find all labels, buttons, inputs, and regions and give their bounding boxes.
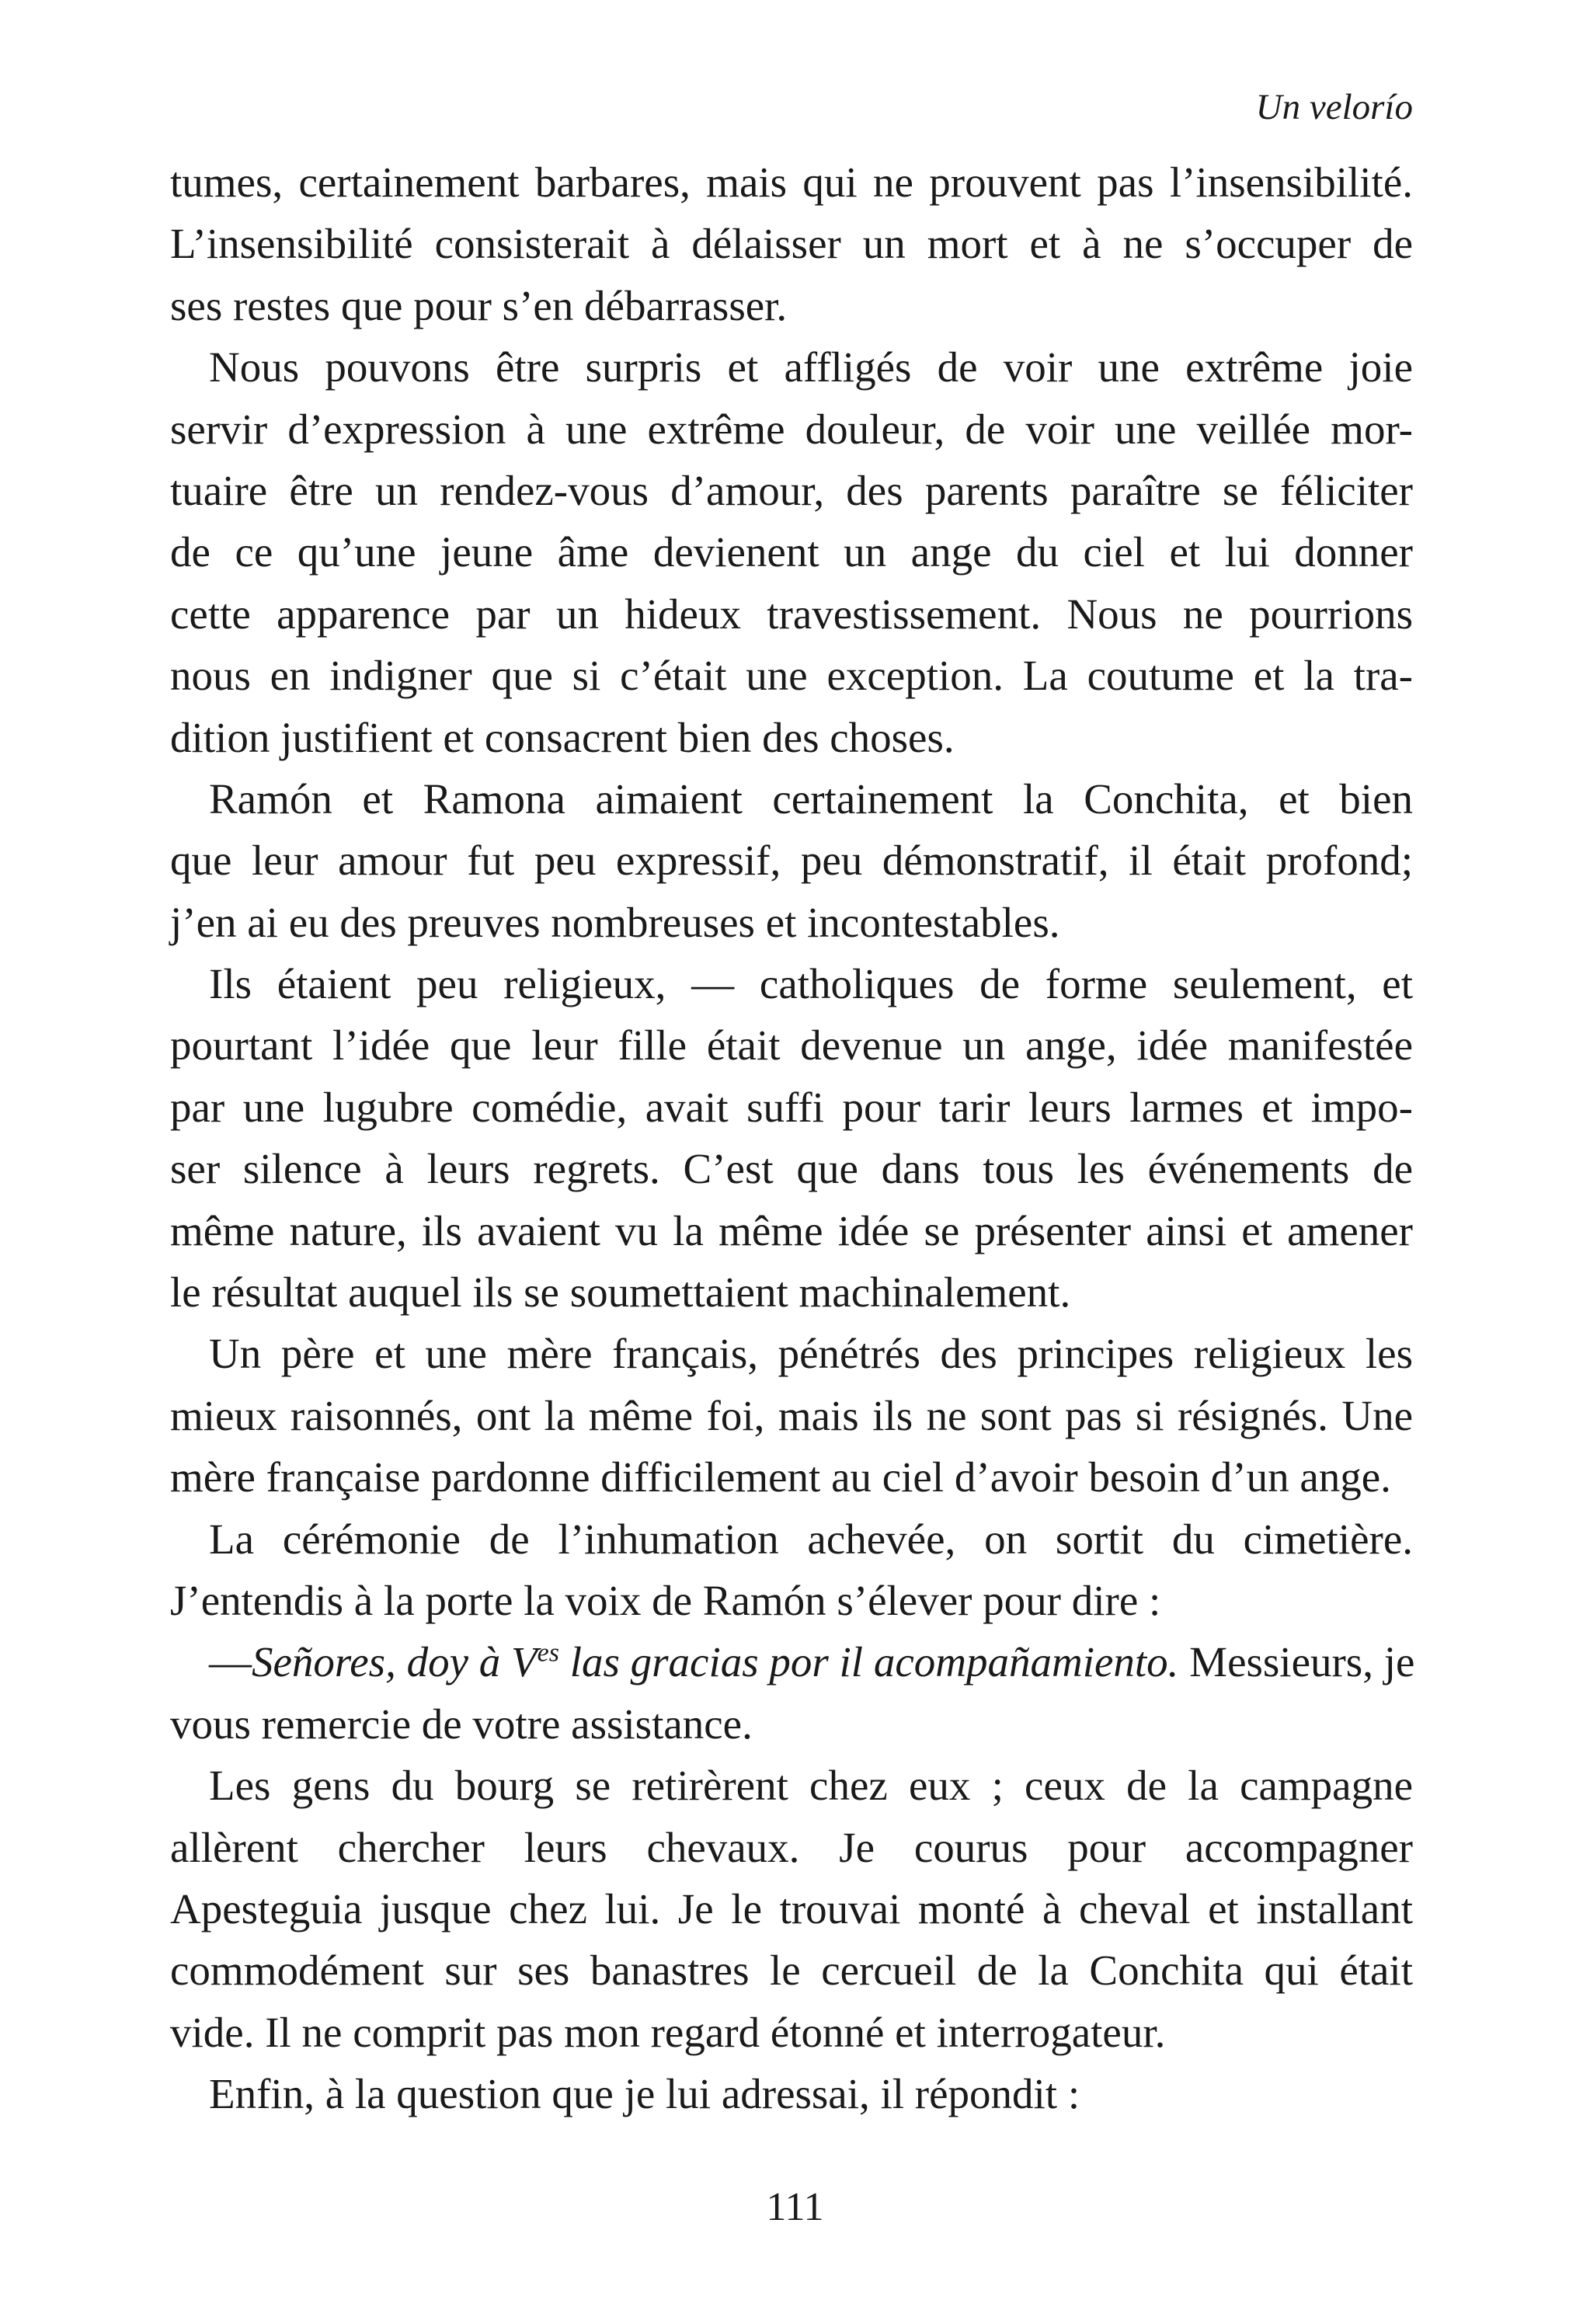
text-line: La cérémonie de l’inhumation achevée, on sortit du cimetière. (209, 1515, 1413, 1563)
spanish-quote-end: las gracias por il acompañamiento. (558, 1638, 1179, 1686)
page-number: 111 (766, 2185, 824, 2229)
text-line: mère française pardonne difficilement au ciel d’avoir besoin d’un ange. (170, 1453, 1391, 1501)
text-line: j’en ai eu des preuves nombreuses et incontestables. (170, 898, 1060, 946)
quote-dash: — (209, 1638, 252, 1686)
text-line: vide. Il ne comprit pas mon regard étonné et interrogateur. (170, 2008, 1166, 2056)
text-line: commodément sur ses banastres le cercueil de la Conchita qui était (170, 1947, 1413, 1995)
text-line: allèrent chercher leurs chevaux. Je courus pour accompagner (170, 1823, 1413, 1871)
text-line: cette apparence par un hideux travestissement. Nous ne pourrions (170, 590, 1413, 638)
text-line: Nous pouvons être surpris et affligés de voir une extrême joie (209, 343, 1413, 391)
quote-translation: Messieurs, je (1178, 1638, 1415, 1686)
text-line: servir d’expression à une extrême douleur, de voir une veillée mor- (170, 405, 1413, 453)
text-line: Un père et une mère français, pénétrés des principes religieux les (209, 1330, 1413, 1378)
running-title: Un velorío (1255, 87, 1413, 127)
text-line: tumes, certainement barbares, mais qui ne prouvent pas l’insensibilité. (170, 158, 1413, 206)
quote-line (170, 1631, 1413, 1693)
spanish-quote-superscript: es (537, 1639, 559, 1668)
text-line: ses restes que pour s’en débarrasser. (170, 281, 788, 329)
text-line: Enfin, à la question que je lui adressai, il répondit : (209, 2070, 1080, 2118)
text-line: de ce qu’une jeune âme devienent un ange du ciel et lui donner (170, 528, 1413, 576)
text-line: Ils étaient peu religieux, — catholiques de forme seulement, et (209, 960, 1413, 1008)
text-line: même nature, ils avaient vu la même idée se présenter ainsi et amener (170, 1206, 1413, 1254)
text-line: L’insensibilité consisterait à délaisser un mort et à ne s’occuper de (170, 220, 1413, 268)
text-line: pourtant l’idée que leur fille était devenue un ange, idée manifestée (170, 1021, 1413, 1070)
spanish-quote: Señores, doy à V (252, 1638, 538, 1686)
text-line: Les gens du bourg se retirèrent chez eux ; ceux de la campagne (209, 1762, 1413, 1810)
text-line: dition justifient et consacrent bien des choses. (170, 713, 955, 761)
body-text (170, 151, 1413, 2125)
text-line: Ramón et Ramona aimaient certainement la Conchita, et bien (209, 774, 1413, 823)
text-line: tuaire être un rendez-vous d’amour, des parents paraître se féliciter (170, 466, 1413, 514)
text-line: ser silence à leurs regrets. C’est que dans tous les événements de (170, 1145, 1413, 1193)
text-line: J’entendis à la porte la voix de Ramón s’élever pour dire : (170, 1576, 1161, 1624)
text-line: vous remercie de votre assistance. (170, 1700, 753, 1748)
text-line: nous en indigner que si c’était une exception. La coutume et la tra- (170, 652, 1413, 700)
text-line: Apesteguia jusque chez lui. Je le trouvai monté à cheval et installant (170, 1884, 1413, 1933)
text-line: par une lugubre comédie, avait suffi pour tarir leurs larmes et impo- (170, 1083, 1413, 1131)
text-line: que leur amour fut peu expressif, peu démonstratif, il était profond; (170, 837, 1413, 885)
text-line: mieux raisonnés, ont la même foi, mais ils ne sont pas si résignés. Une (170, 1391, 1413, 1439)
text-line: le résultat auquel ils se soumettaient machinalement. (170, 1268, 1071, 1317)
